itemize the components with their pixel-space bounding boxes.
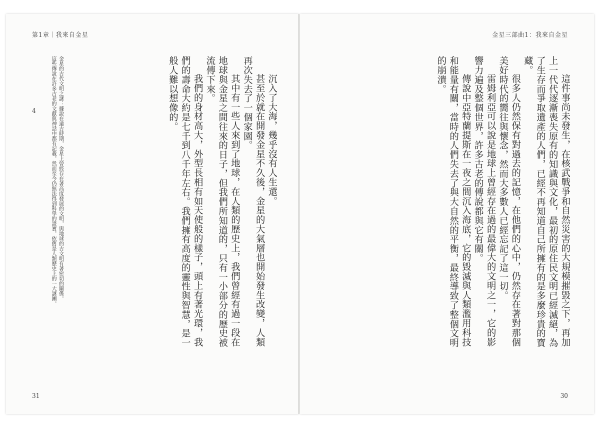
left-page [6,14,299,414]
paragraph: 這件事尚未發生，在核武戰爭和自然災害的大規模摧毀之下，再加上一代代逐漸喪失原有的知識與文化，最初的原住民文明已經滅絕，為了生存而爭取遺產的人們，已經不再知道自己所擁有的是多麼珍貴的寶藏。 [521,56,570,348]
right-page [300,14,594,414]
right-running-header: 金星三部曲1：我來自金星 [492,32,568,39]
left-page-number: 31 [32,393,40,400]
paragraph: 傳說中亞特蘭提斯在一夜之間沉入海底，它的毀滅與人類濫用科技和能量有關，當時的人們失去了與大自然的平衡，最終導致了整個文明的崩潰。 [434,56,471,348]
paragraph: 甚至於就在開發金星不久後，金星的大氣層也開始發生改變，人類再次失去了一個家園。 [241,56,265,347]
footnotes [24,56,64,356]
footnote-text: 這些傳說在許多古老的文獻與神話中都有記載，然而至今仍無法得到科學的證實，依舊是人類歷史上的一大謎團。 [50,56,57,306]
paragraph: 雷姆利亞可以說是地球上曾經存在過的最偉大的文明之一，它的影響力遍及整個世界，許多古老的傳說都與它有關。 [472,56,496,347]
footnote-marker: 4 [32,108,36,115]
paragraph: 很多人仍然保有對過去的記憶，在他們的心中，仍然存在著對那個美好時代的嚮往與懷念，然而大多數人已經忘記了這一切。 [496,56,521,347]
footnote-text: 金星的古代文明之謎：據說在遠古時期，金星上曾經存在著高度發展的文明，與地球的古文明有著密切的關係。 [58,56,64,301]
paragraph: 沉入了大海，幾乎沒有人生還。 [266,74,277,206]
right-page-number: 30 [560,393,568,400]
left-body-text [59,56,277,356]
paragraph: 我們的身材高大，外型長相有如天使般的樣子，頭上有著光環，我們的壽命大約是七千到八千年左右。我們擁有高度的靈性與智慧，是一般人難以想像的。 [166,56,203,348]
left-running-header: 第1章｜我來自金星 [32,32,89,39]
paragraph: 其中有一些人來到了地球，在人類的歷史上，我們曾經有過一段在地球與金星之間往來的日子，但我們所知道的，只有一小部分的歷史被流傳下來。 [203,56,240,348]
right-body-text [324,56,570,356]
